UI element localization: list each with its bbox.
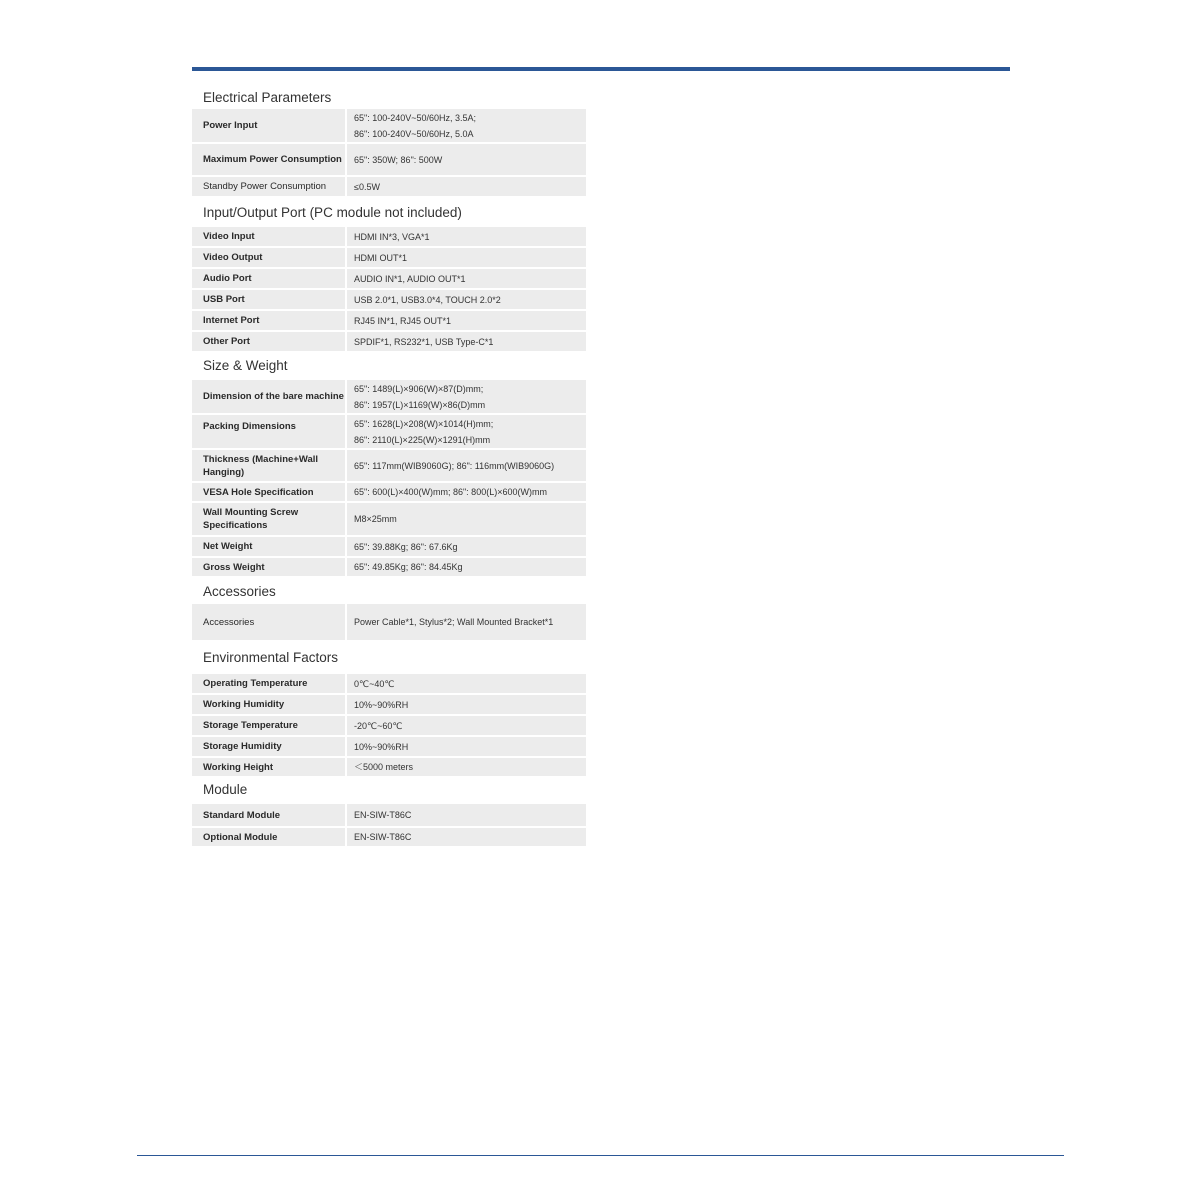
spec-value: 65": 39.88Kg; 86": 67.6Kg (354, 541, 458, 552)
spec-label: Accessories (203, 616, 255, 628)
spec-label: Audio Port (203, 273, 252, 284)
spec-label: Packing Dimensions (203, 421, 296, 432)
spec-value: Power Cable*1, Stylus*2; Wall Mounted Bracket*1 (354, 617, 554, 627)
spec-row-working-height (192, 758, 586, 778)
spec-value-line: 65": 1489(L)×906(W)×87(D)mm; (354, 383, 484, 394)
spec-value: 65": 49.85Kg; 86": 84.45Kg (354, 562, 463, 572)
spec-row-usb-port (192, 290, 586, 311)
spec-value-line: 86": 1957(L)×1169(W)×86(D)mm (354, 399, 486, 410)
spec-value: AUDIO IN*1, AUDIO OUT*1 (354, 273, 466, 284)
spec-row-storage-humidity (192, 737, 586, 758)
spec-row-standby-power (192, 177, 586, 198)
spec-value: HDMI OUT*1 (354, 252, 408, 263)
spec-label: Gross Weight (203, 561, 265, 573)
spec-row-thickness (192, 450, 586, 483)
spec-row-operating-temp (192, 674, 586, 695)
section-title-environment: Environmental Factors (203, 650, 339, 665)
spec-value: M8×25mm (354, 514, 397, 524)
spec-label: Video Input (203, 231, 255, 242)
spec-row-internet-port (192, 311, 586, 332)
section-title-accessories: Accessories (203, 584, 276, 599)
spec-label: Storage Temperature (203, 720, 298, 731)
spec-label: Maximum Power Consumption (203, 154, 342, 165)
spec-value: EN-SIW-T86C (354, 832, 412, 842)
spec-value: HDMI IN*3, VGA*1 (354, 231, 430, 242)
spec-row-bare-dimension (192, 380, 586, 415)
spec-row-gross-weight (192, 558, 586, 578)
spec-value: 10%~90%RH (354, 699, 409, 710)
spec-row-storage-temp (192, 716, 586, 737)
header-rule (192, 67, 1010, 71)
spec-value: RJ45 IN*1, RJ45 OUT*1 (354, 315, 452, 326)
spec-row-accessories (192, 604, 586, 642)
spec-label: VESA Hole Specification (203, 486, 314, 498)
section-title-io: Input/Output Port (PC module not included) (203, 205, 462, 220)
spec-label: USB Port (203, 294, 245, 305)
spec-row-working-humidity (192, 695, 586, 716)
spec-row-max-power (192, 144, 586, 177)
section-title-size: Size & Weight (203, 358, 288, 373)
spec-row-video-output (192, 248, 586, 269)
spec-row-video-input (192, 227, 586, 248)
spec-value: SPDIF*1, RS232*1, USB Type-C*1 (354, 336, 494, 347)
spec-label: Standby Power Consumption (203, 181, 327, 192)
spec-value: ≤0.5W (354, 181, 380, 192)
spec-label: Operating Temperature (203, 678, 308, 689)
spec-label: Working Humidity (203, 699, 285, 710)
spec-value: EN-SIW-T86C (354, 810, 412, 820)
spec-value: 10%~90%RH (354, 741, 409, 752)
section-title-module: Module (203, 782, 248, 797)
spec-label: Dimension of the bare machine (203, 391, 344, 402)
spec-value: 65": 117mm(WIB9060G); 86": 116mm(WIB9060G) (354, 460, 555, 471)
spec-row-wall-screw (192, 503, 586, 537)
spec-row-optional-module (192, 828, 586, 848)
spec-value: USB 2.0*1, USB3.0*4, TOUCH 2.0*2 (354, 294, 501, 305)
spec-value-line: 86": 2110(L)×225(W)×1291(H)mm (354, 434, 491, 445)
section-title-electrical: Electrical Parameters (203, 90, 332, 105)
footer-rule (137, 1155, 1064, 1156)
spec-value-line: 65": 100-240V~50/60Hz, 3.5A; (354, 112, 477, 123)
spec-value: 65": 600(L)×400(W)mm; 86": 800(L)×600(W)mm (354, 487, 547, 497)
spec-value: 0℃~40℃ (354, 678, 395, 689)
spec-value-line: 86": 100-240V~50/60Hz, 5.0A (354, 128, 474, 139)
spec-label: Internet Port (203, 315, 260, 326)
spec-row-standard-module (192, 804, 586, 828)
spec-label: Standard Module (203, 809, 281, 821)
spec-label: Video Output (203, 252, 263, 263)
spec-label: Wall Mounting Screw Specifications (203, 507, 299, 531)
spec-label: Optional Module (203, 831, 278, 843)
spec-label: Thickness (Machine+Wall Hanging) (203, 453, 319, 478)
spec-label: Working Height (203, 761, 274, 773)
spec-row-packing-dimensions (192, 415, 586, 450)
spec-label: Other Port (203, 336, 250, 347)
spec-row-audio-port (192, 269, 586, 290)
spec-row-other-port (192, 332, 586, 353)
spec-label: Power Input (203, 120, 258, 131)
spec-label: Storage Humidity (203, 741, 282, 752)
spec-row-vesa (192, 483, 586, 503)
spec-row-power-input (192, 109, 586, 144)
spec-value: -20℃~60℃ (354, 720, 403, 731)
spec-value: ＜5000 meters (354, 762, 414, 772)
spec-value-line: 65": 1628(L)×208(W)×1014(H)mm; (354, 418, 494, 429)
spec-value: 65": 350W; 86": 500W (354, 154, 443, 165)
spec-label: Net Weight (203, 541, 253, 552)
spec-row-net-weight (192, 537, 586, 558)
